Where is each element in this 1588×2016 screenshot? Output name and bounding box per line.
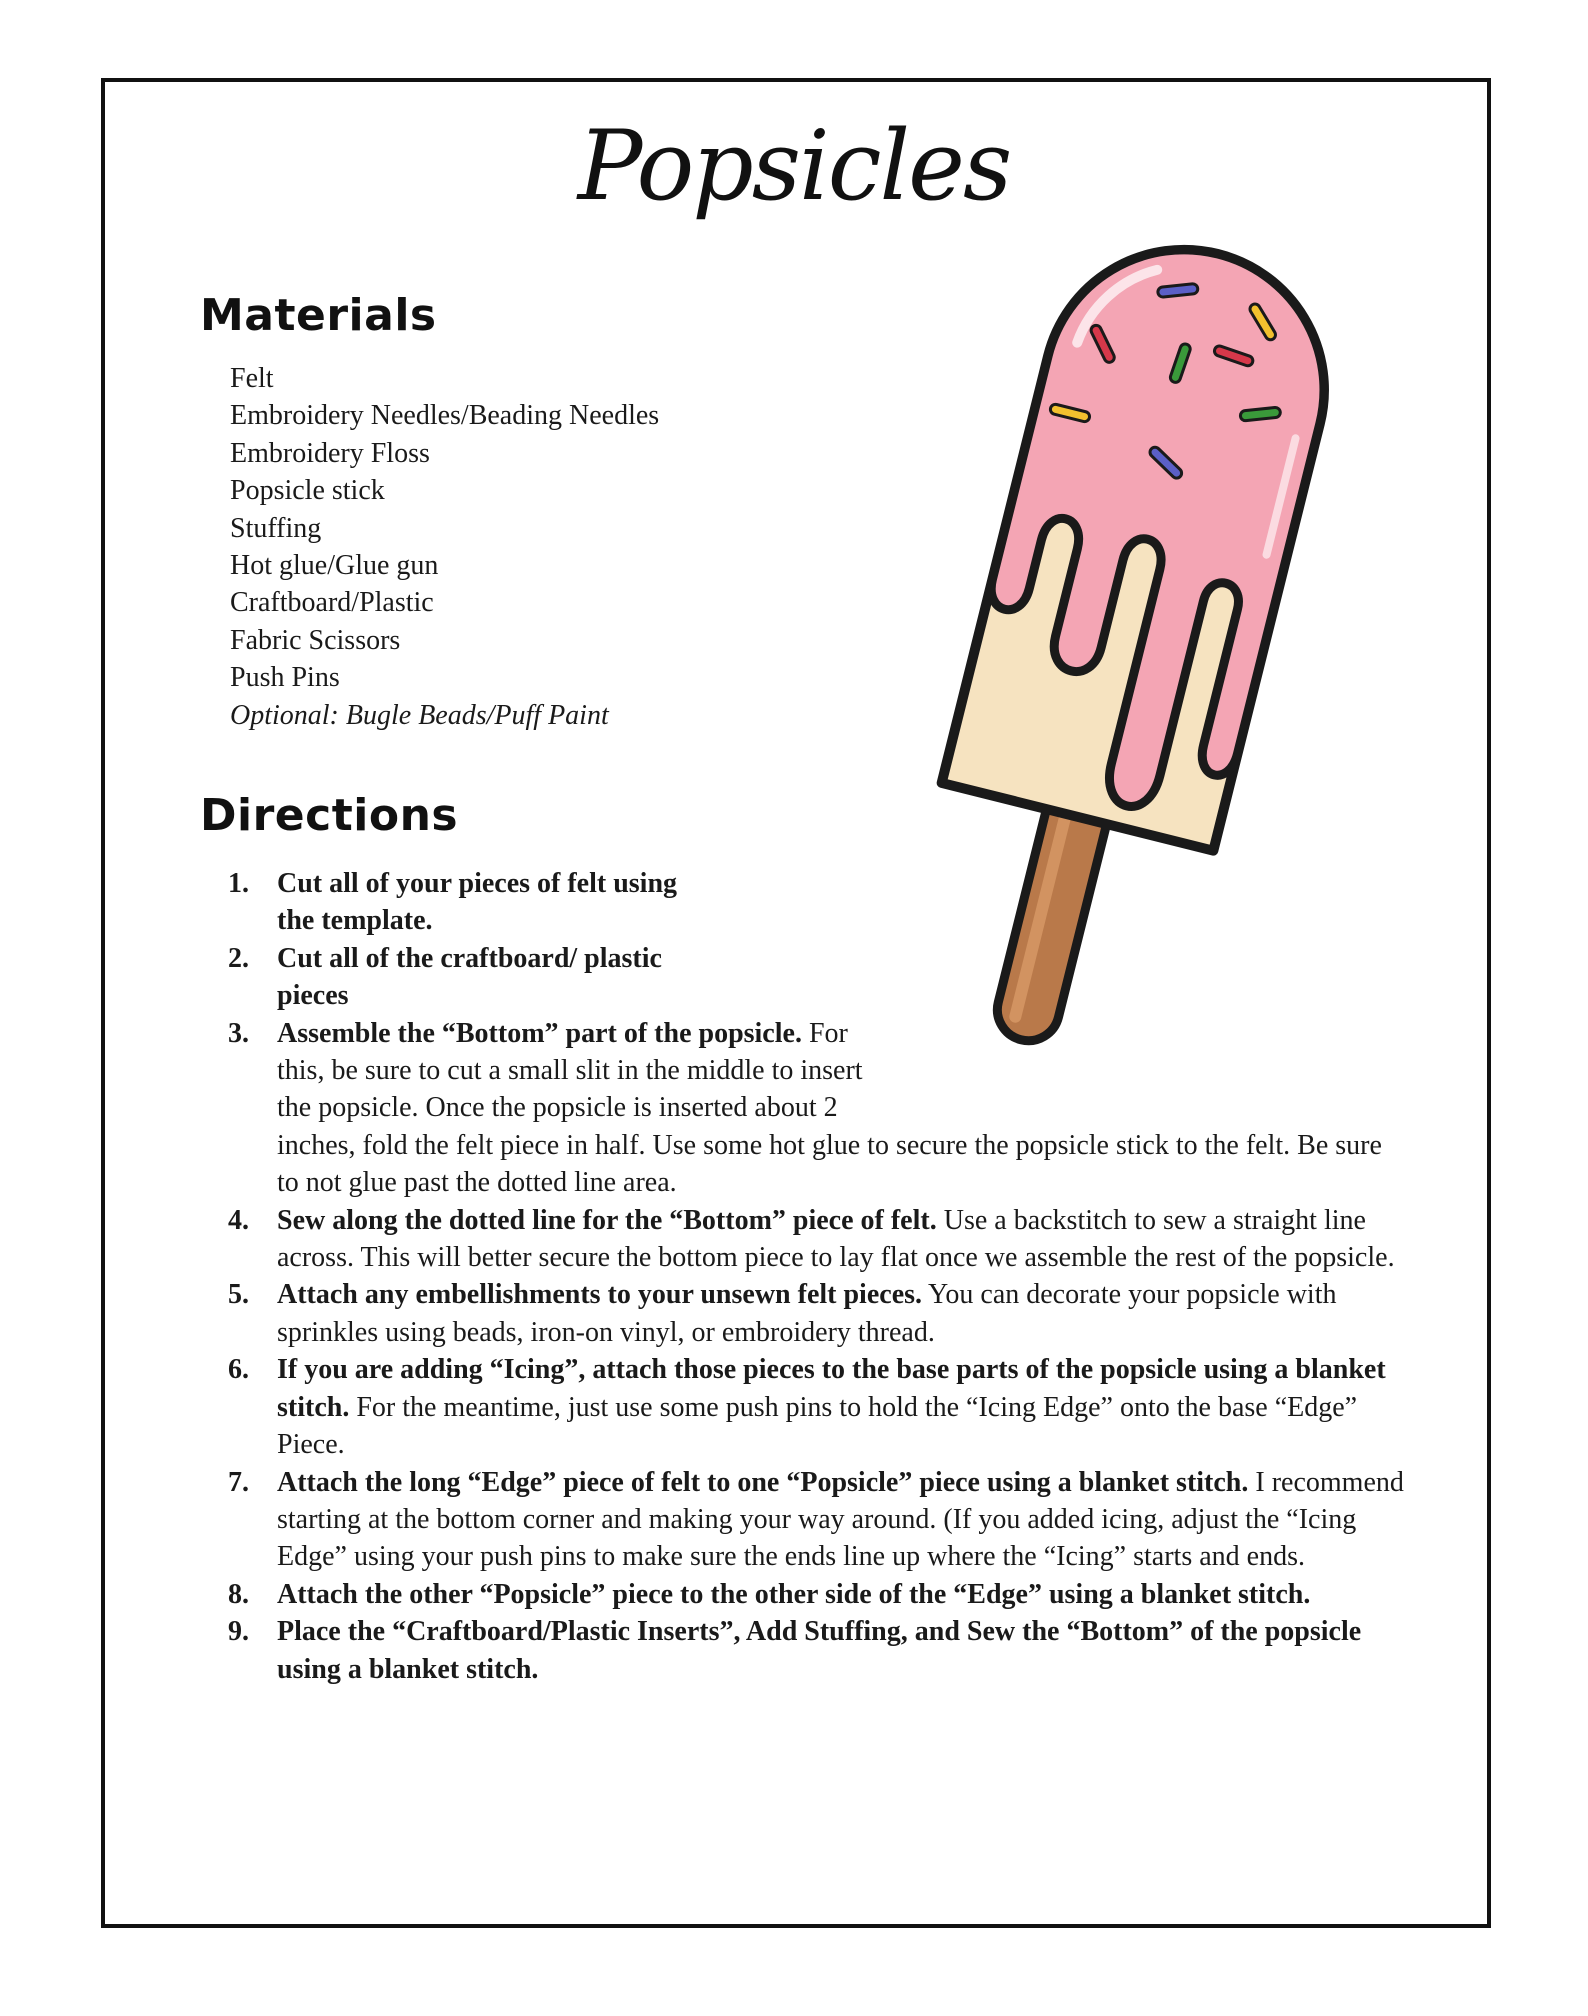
direction-step (225, 1351, 1407, 1463)
directions-heading: Directions (200, 790, 459, 841)
step-number: 5. (228, 1279, 249, 1311)
step-text: For the meantime, just use some push pins to hold the “Icing Edge” onto the base “Edge” Piece. (277, 1391, 1358, 1461)
step-bold-text: If you are adding “Icing”, attach those pieces to the base parts of the popsicle using a blanket stitch. (277, 1354, 1386, 1423)
direction-step (225, 1276, 1407, 1351)
direction-step (225, 1613, 1407, 1688)
material-item: Fabric Scissors (230, 624, 401, 656)
material-item: Hot glue/Glue gun (230, 550, 439, 582)
step-number: 6. (228, 1354, 249, 1386)
step-text: I recommend starting at the bottom corner and making your way around. (If you added icing, adjust the “Icing Edge” using your push pins to make sure the ends line up where the “Icing” starts and ends. (277, 1466, 1404, 1573)
page-title: Popsicles (577, 110, 1011, 222)
step-bold-text: Place the “Craftboard/Plastic Inserts”, Add Stuffing, and Sew the “Bottom” of the popsicle using a blanket stitch. (277, 1616, 1362, 1685)
direction-step (225, 865, 697, 940)
step-bold-text: Sew along the dotted line for the “Bottom” piece of felt. (277, 1204, 937, 1236)
materials-heading: Materials (200, 290, 437, 341)
step-number: 8. (228, 1578, 249, 1610)
step-bold-text: Attach any embellishments to your unsewn felt pieces. (277, 1279, 923, 1311)
material-item: Embroidery Needles/Beading Needles (230, 400, 660, 432)
direction-step (225, 940, 697, 1015)
material-item-optional: Optional: Bugle Beads/Puff Paint (230, 699, 609, 731)
step-number: 3. (228, 1017, 249, 1049)
step-number: 9. (228, 1616, 249, 1648)
direction-step (225, 1576, 1407, 1613)
step-text: For this, be sure to cut a small slit in the middle to insert the popsicle. Once the popsicle is inserted about 2 inches, fold the felt piece in half. Use some hot glue to secure the popsicle stick to the felt. Be sure to not glue past the dotted line area. (277, 1017, 1382, 1199)
step-bold-text: Cut all of the craftboard/ plastic pieces (277, 942, 662, 1012)
step-number: 2. (228, 942, 249, 974)
material-item: Stuffing (230, 512, 322, 544)
direction-step (225, 1202, 1407, 1277)
material-item: Push Pins (230, 662, 340, 694)
step-text: You can decorate your popsicle with sprinkles using beads, iron-on vinyl, or embroidery thread. (277, 1279, 1337, 1348)
material-item: Embroidery Floss (230, 437, 430, 469)
material-item: Felt (230, 363, 274, 394)
popsicle-illustration (845, 230, 1405, 1100)
step-bold-text: Attach the other “Popsicle” piece to the other side of the “Edge” using a blanket stitch. (277, 1578, 1311, 1610)
material-item: Craftboard/Plastic (230, 587, 434, 619)
sprinkle (1157, 283, 1198, 297)
step-text: Use a backstitch to sew a straight line across. This will better secure the bottom piece to lay flat once we assemble the rest of the popsicle. (277, 1204, 1395, 1274)
step-number: 4. (228, 1204, 249, 1236)
direction-step (225, 1464, 1407, 1576)
step-bold-text: Assemble the “Bottom” part of the popsicle. (277, 1017, 802, 1049)
material-item: Popsicle stick (230, 475, 385, 507)
materials-list (230, 360, 659, 734)
step-number: 7. (228, 1466, 249, 1498)
step-bold-text: Attach the long “Edge” piece of felt to one “Popsicle” piece using a blanket stitch. (277, 1466, 1249, 1498)
sprinkle (1240, 407, 1281, 421)
step-bold-text: Cut all of your pieces of felt using the template. (277, 868, 678, 937)
step-number: 1. (228, 868, 249, 899)
